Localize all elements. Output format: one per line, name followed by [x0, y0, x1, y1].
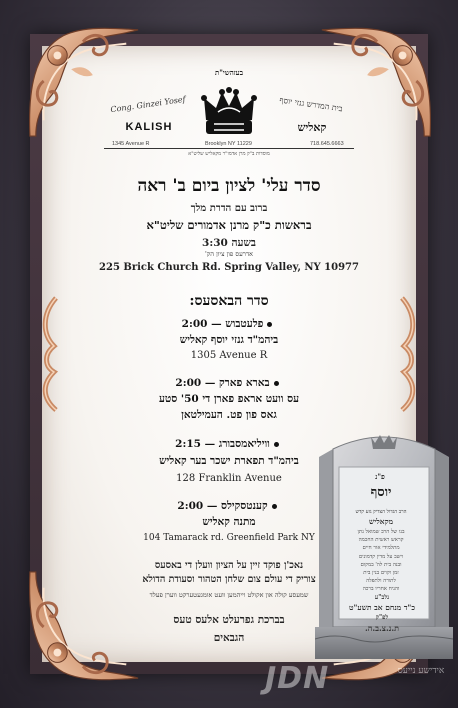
footer-signature: הגבאים	[213, 632, 245, 644]
stop-heading	[60, 377, 398, 389]
header-time: בשעה 3:30	[202, 237, 256, 249]
stop-address: 104 Tamarack rd. Greenfield Park NY	[143, 533, 315, 543]
letterhead-divider	[104, 148, 354, 149]
tombstone-line-4: מקאליש	[368, 517, 394, 526]
crown-logo-icon	[200, 86, 258, 138]
letterhead-hebrew-title: קאליש	[297, 121, 327, 134]
tombstone-line-1: פ"נ	[375, 472, 385, 481]
tombstone-body-line: בנו של הרב שמואל נתן	[357, 529, 405, 535]
letterhead-blessing: בעזהשי"ת	[214, 68, 244, 77]
tombstone-body-line: מתלמידי אור חיים	[362, 545, 400, 552]
corner-ornament-icon	[24, 568, 142, 686]
letterhead-phone: 718.645.6663	[310, 141, 344, 147]
watermark-logo: JDN	[265, 661, 330, 696]
header-address-label: אדרעס פון ציון הק'	[205, 250, 253, 258]
tombstone-line-5: נלב"ע	[374, 594, 390, 601]
tombstone-name: יוסף	[370, 485, 392, 500]
tombstone-date: כ"ד מנחם אב תשע"ט	[348, 603, 415, 612]
header-line-2: ברוב עם הדרת מלך	[190, 203, 268, 214]
letterhead-english-title: KALISH	[125, 121, 173, 133]
stop-address: 1305 Avenue R	[190, 350, 268, 361]
letterhead-english-name: Cong. Ginzei Yosef	[109, 94, 187, 115]
stop-location: ביהמ"ד תפארת ישכר בער קאליש	[159, 455, 299, 467]
watermark-hebrew: אידישע נייעס	[397, 666, 445, 676]
tombstone-body-line: ובנה בית לה' במקום	[360, 561, 402, 568]
tombstone-acronym: ת.נ.צ.ב.ה.	[364, 623, 400, 633]
tombstone-body-line: וישב על מדין קדמונים	[358, 553, 404, 560]
header-line-3: בראשות כ"ק מרנן אדמורים שליט"א	[146, 218, 312, 232]
footer-line-3: שמעסע קולה און אקולט וייהמען וועט אומגעטערקט ווערן פעלד	[149, 591, 309, 599]
stop-heading-text: פלעטבוש — 2:00	[181, 318, 264, 330]
letterhead-street: 1345 Avenue R	[112, 141, 150, 147]
footer-line-1: נאכ'ן פוקד זיין על הציון וועלן די באסעס	[154, 560, 304, 571]
tombstone-body-line: לתורה ולתפלה	[366, 578, 396, 585]
tombstone-body	[338, 528, 424, 594]
page-title: סדר עלי' לציון ביום ב' ראה	[137, 176, 321, 196]
bullet-icon	[272, 504, 277, 509]
stop-heading-text: קענטסקילס — 2:00	[177, 500, 268, 512]
tombstone-body-line: והניח אחריו ברכה	[362, 586, 400, 593]
schedule-title: סדר הבאסעס:	[189, 293, 269, 309]
bullet-icon	[274, 442, 279, 447]
bullet-icon	[274, 381, 279, 386]
side-ornament-icon	[36, 294, 62, 414]
letterhead-subline: מוסדות ב"ק מרן אדמו"ר מקאליש שליט"א	[188, 151, 270, 157]
stop-heading	[60, 318, 398, 330]
header-address: 225 Brick Church Rd. Spring Valley, NY 10977	[99, 262, 359, 273]
tombstone-body-line: זמן וקוים בנין בית	[363, 570, 399, 577]
tombstone-line-7: לפ"ק	[375, 614, 389, 621]
stop-location: מתנה קאליש	[202, 516, 256, 528]
side-ornament-icon	[396, 294, 422, 414]
letterhead-city: Brooklyn NY 11229	[205, 141, 252, 147]
stop-heading-text: בארא פארק — 2:00	[175, 377, 270, 389]
stop-location-detail: גאס פון פט. העמילטאן	[181, 409, 277, 421]
tombstone-body-line: קראש ראשית החכמה	[358, 537, 404, 544]
bullet-icon	[267, 322, 272, 327]
stop-location: עס וועט אראפ פארן די 50' סטע	[158, 393, 300, 405]
stop-location: ביהמ"ד גנזי יוסף קאליש	[179, 334, 279, 346]
tombstone-line-3: הרב הגדול הצדיק גזע קדש	[355, 509, 407, 515]
stop-address: 128 Franklin Avenue	[176, 473, 282, 484]
footer-line-2: צוריק די עולם צום שלחן הטהור וסעודת הדולא	[142, 574, 316, 585]
letterhead-hebrew-name: בית המדרש גנזי יוסף	[278, 95, 344, 114]
stop-heading-text: וויליאמסבורג — 2:15	[175, 438, 270, 450]
footer-greeting: בברכת גפרעלט אלעס טעס	[173, 614, 285, 626]
